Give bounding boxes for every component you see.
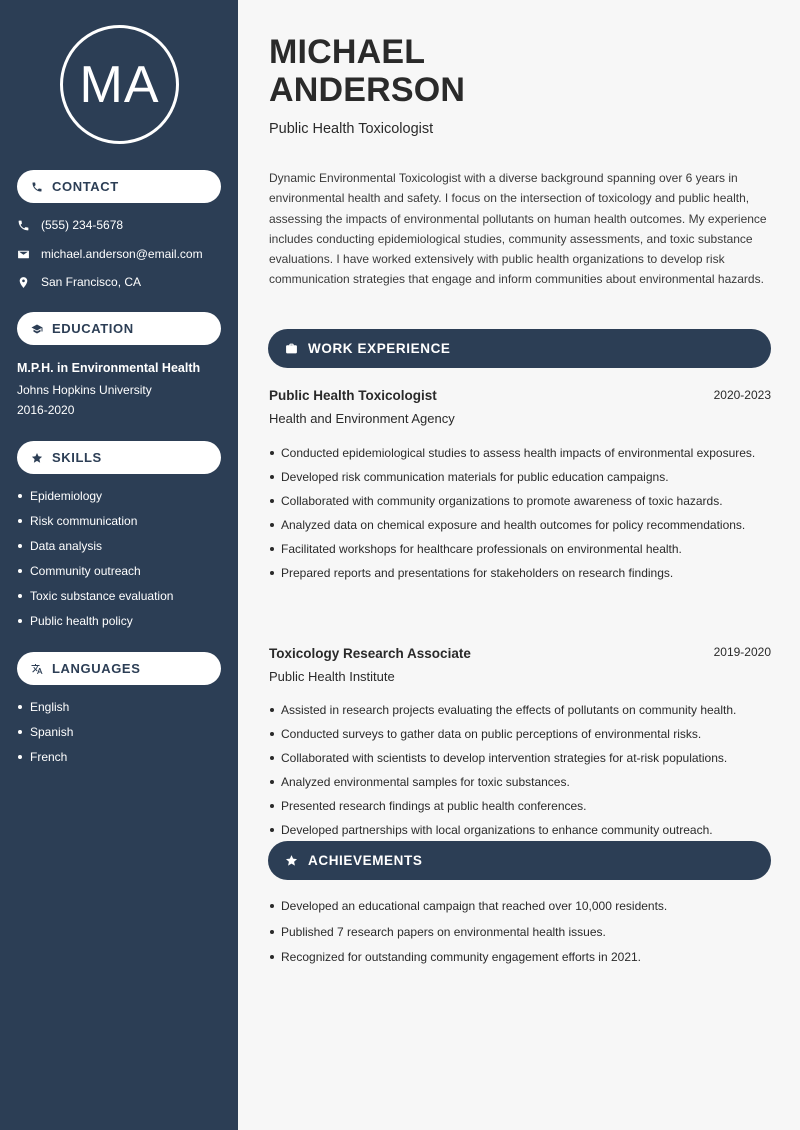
list-item: Developed an educational campaign that reached over 10,000 residents.	[269, 897, 774, 916]
phone-icon	[17, 219, 30, 232]
skill-item: Toxic substance evaluation	[17, 589, 173, 614]
achievements-heading	[268, 841, 771, 880]
avatar: MA	[60, 25, 179, 144]
job-1-org: Health and Environment Agency	[269, 411, 455, 426]
list-item: Analyzed data on chemical exposure and health outcomes for policy recommendations.	[269, 516, 774, 535]
job-role: Public Health Toxicologist	[269, 121, 434, 137]
contact-heading	[17, 170, 221, 203]
list-item: Developed partnerships with local organizations to enhance community outreach.	[269, 821, 774, 840]
translate-icon	[31, 663, 43, 675]
name-first: MICHAEL	[269, 33, 426, 71]
list-item: Recognized for outstanding community engagement efforts in 2021.	[269, 948, 774, 967]
job-2-dates: 2019-2020	[713, 645, 771, 659]
list-item: Collaborated with community organizations to promote awareness of toxic hazards.	[269, 492, 774, 511]
contact-location	[17, 275, 141, 289]
education-degree: M.P.H. in Environmental Health	[17, 361, 201, 375]
education-heading-label: EDUCATION	[52, 321, 134, 336]
list-item: Published 7 research papers on environmental health issues.	[269, 923, 774, 942]
profile-summary: Dynamic Environmental Toxicologist with a diverse background spanning over 6 years in environmental health and safety. I focus on the intersection of toxicology and public health, assessing the impacts of environmental pollutants on human health outcomes. My experience includes conducting epidemiological studies, community assessments, and toxic substance evaluations. I have worked extensively with public health organizations to develop risk communication strategies that engage and inform communities about environmental hazards.	[269, 171, 767, 287]
languages-heading	[17, 652, 221, 685]
list-item: Facilitated workshops for healthcare professionals on environmental health.	[269, 540, 774, 559]
list-item: Presented research findings at public health conferences.	[269, 797, 774, 816]
skills-heading-label: SKILLS	[52, 450, 102, 465]
job-2-bullets	[269, 701, 774, 846]
star-icon	[285, 854, 298, 867]
achievements-list	[269, 897, 774, 974]
language-item: Spanish	[17, 725, 73, 750]
list-item: Analyzed environmental samples for toxic substances.	[269, 773, 774, 792]
language-item: English	[17, 700, 73, 725]
name-last: ANDERSON	[269, 71, 466, 109]
contact-phone-text: (555) 234-5678	[41, 218, 124, 232]
envelope-icon	[17, 248, 30, 261]
star-icon	[31, 452, 43, 464]
job-1-bullets	[269, 444, 774, 589]
list-item: Assisted in research projects evaluating the effects of pollutants on community health.	[269, 701, 774, 720]
languages-list	[17, 700, 73, 775]
skills-heading	[17, 441, 221, 474]
person-name	[269, 33, 465, 109]
contact-location-text: San Francisco, CA	[41, 275, 142, 289]
work-experience-heading-label: WORK EXPERIENCE	[308, 341, 451, 356]
skill-item: Risk communication	[17, 514, 173, 539]
contact-heading-label: CONTACT	[52, 179, 119, 194]
list-item: Prepared reports and presentations for stakeholders on research findings.	[269, 564, 774, 583]
education-school: Johns Hopkins University	[17, 383, 152, 397]
main-content	[238, 0, 800, 1130]
contact-email-text[interactable]: michael.anderson@email.com	[41, 247, 203, 261]
contact-phone	[17, 218, 123, 232]
skill-item: Epidemiology	[17, 489, 173, 514]
map-pin-icon	[17, 276, 30, 289]
job-2-title: Toxicology Research Associate	[269, 646, 471, 661]
education-years: 2016-2020	[17, 403, 75, 417]
skill-item: Data analysis	[17, 539, 173, 564]
sidebar	[0, 0, 238, 1130]
list-item: Conducted surveys to gather data on public perceptions of environmental risks.	[269, 725, 774, 744]
list-item: Conducted epidemiological studies to assess health impacts of environmental exposures.	[269, 444, 774, 463]
job-1-title: Public Health Toxicologist	[269, 388, 437, 403]
contact-email[interactable]	[17, 247, 203, 261]
briefcase-icon	[285, 342, 298, 355]
skill-item: Community outreach	[17, 564, 173, 589]
list-item: Collaborated with scientists to develop intervention strategies for at-risk populations.	[269, 749, 774, 768]
language-item: French	[17, 750, 73, 775]
languages-heading-label: LANGUAGES	[52, 661, 141, 676]
job-1-dates: 2020-2023	[713, 388, 771, 402]
phone-icon	[31, 181, 43, 193]
skill-item: Public health policy	[17, 614, 173, 639]
work-experience-heading	[268, 329, 771, 368]
skills-list	[17, 489, 173, 639]
graduation-cap-icon	[31, 323, 43, 335]
job-2-org: Public Health Institute	[269, 669, 395, 684]
list-item: Developed risk communication materials for public education campaigns.	[269, 468, 774, 487]
achievements-heading-label: ACHIEVEMENTS	[308, 853, 423, 868]
education-heading	[17, 312, 221, 345]
